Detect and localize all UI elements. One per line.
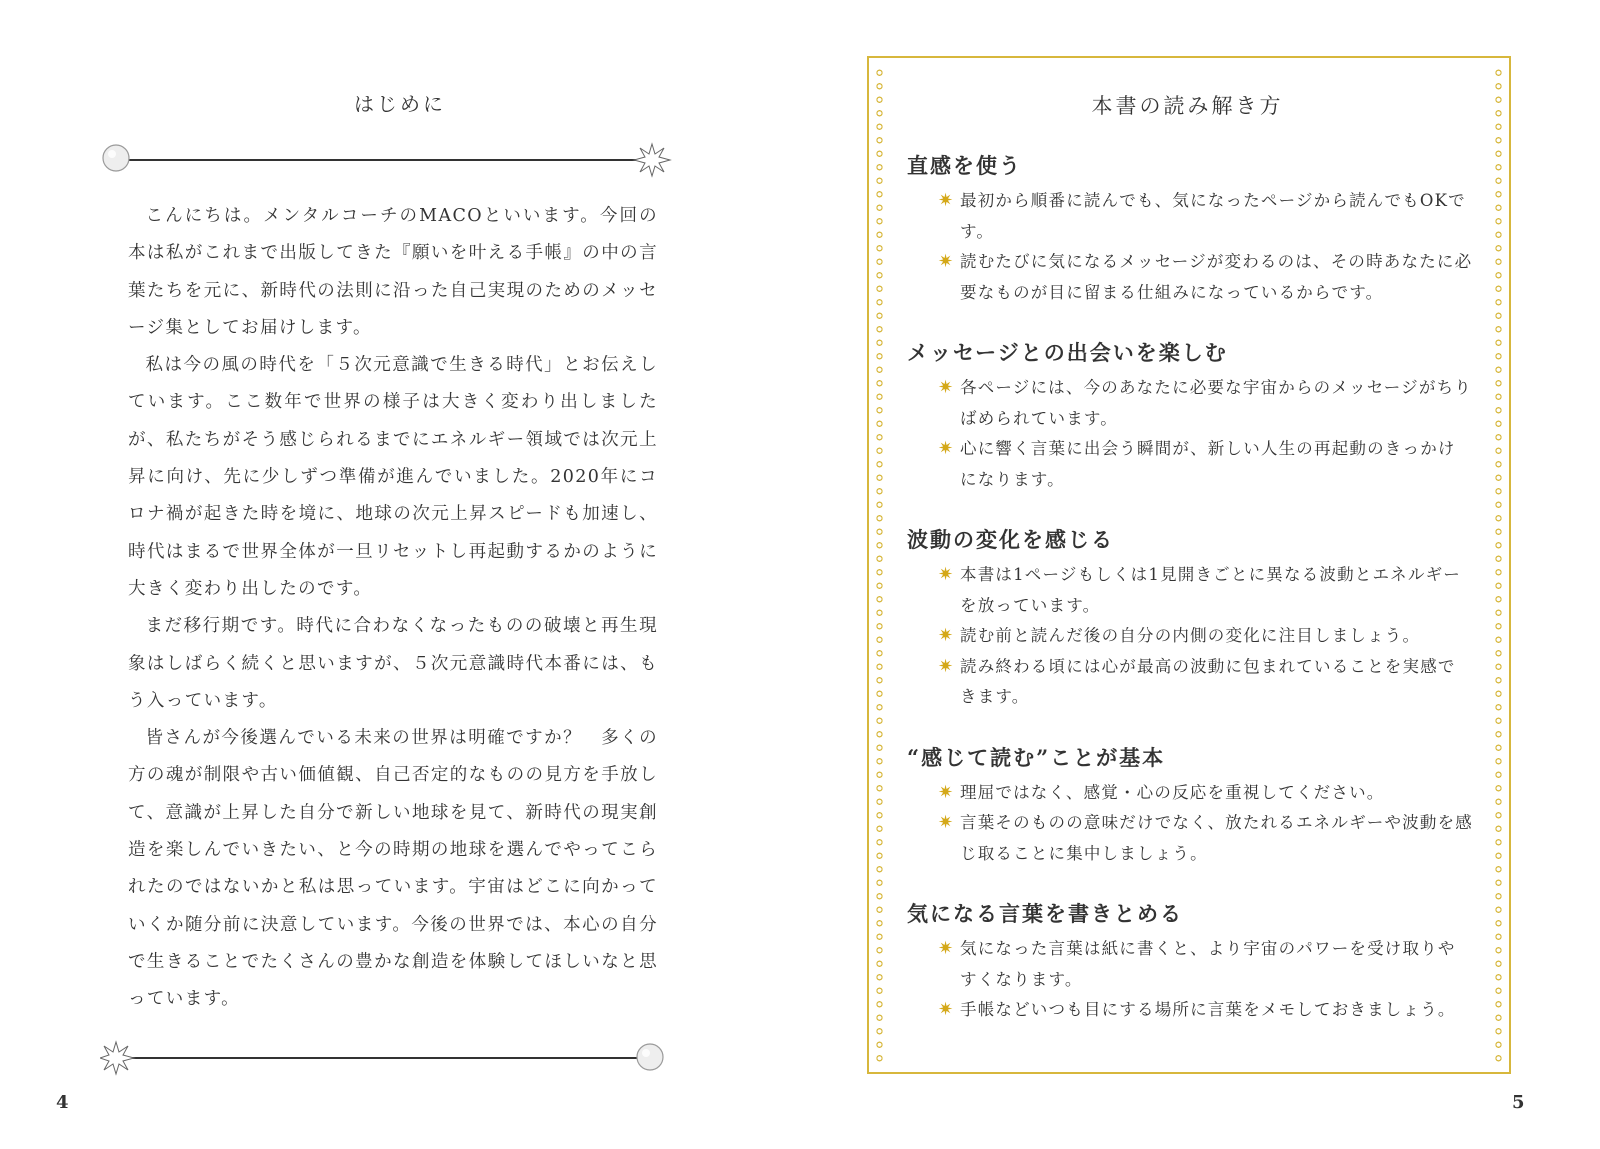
guide-section bbox=[907, 337, 1473, 495]
section-heading: 波動の変化を感じる bbox=[907, 527, 1114, 552]
paragraph: 皆さんが今後選んでいる未来の世界は明確ですか？ 多くの方の魂が制限や古い価値観、自己否定的なものの見方を手放して、意識が上昇した自分で新しい地球を見て、新時代の現実創造を楽しんでいきたい、と今の時期の地球を選んでやってこられたのではないかと私は思っています。宇宙はどこに向かっていくか随分前に決意しています。今後の世界では、本心の自分で生きることでたくさんの豊かな創造を体験してほしいなと思っています。 bbox=[128, 728, 658, 1010]
item-text: 心に響く言葉に出会う瞬間が、新しい人生の再起動のきっかけになります。 bbox=[960, 439, 1456, 489]
page-title: 本書の読み解き方 bbox=[1091, 94, 1284, 118]
frame-dots-left bbox=[876, 66, 883, 1064]
sparkle-icon bbox=[634, 144, 670, 176]
star-bullet-icon: ✷ bbox=[938, 190, 955, 211]
list-item bbox=[906, 778, 1473, 809]
item-text: 各ページには、今のあなたに必要な宇宙からのメッセージがちりばめられています。 bbox=[960, 378, 1472, 428]
page-title: はじめに bbox=[354, 92, 446, 116]
item-text: 手帳などいつも目にする場所に言葉をメモしておきましょう。 bbox=[960, 1000, 1456, 1019]
list-item bbox=[906, 808, 1473, 869]
item-text: 最初から順番に読んでも、気になったページから読んでもOKです。 bbox=[960, 191, 1466, 241]
paragraph: まだ移行期です。時代に合わなくなったものの破壊と再生現象はしばらく続くと思いますが、５次元意識時代本番には、もう入っています。 bbox=[128, 616, 658, 711]
list-item bbox=[906, 621, 1473, 652]
list-item bbox=[906, 652, 1473, 713]
item-text: 本書は1ページもしくは1見開きごとに異なる波動とエネルギーを放っています。 bbox=[960, 565, 1461, 615]
list-item bbox=[906, 434, 1473, 495]
guide-section bbox=[907, 898, 1473, 1026]
right-page bbox=[800, 0, 1600, 1149]
guide-section bbox=[907, 742, 1473, 870]
section-heading: 気になる言葉を書きとめる bbox=[907, 901, 1183, 926]
star-bullet-icon: ✷ bbox=[938, 812, 955, 833]
item-text: 理屈ではなく、感覚・心の反応を重視してください。 bbox=[960, 782, 1385, 802]
guide-section bbox=[907, 524, 1473, 713]
item-text: 読むたびに気になるメッセージが変わるのは、その時あなたに必要なものが目に留まる仕組みになっているからです。 bbox=[960, 252, 1473, 302]
section-heading: 直感を使う bbox=[907, 153, 1022, 178]
list-item bbox=[906, 247, 1473, 308]
star-bullet-icon: ✷ bbox=[938, 625, 955, 646]
star-bullet-icon: ✷ bbox=[938, 938, 955, 959]
list-item bbox=[906, 186, 1473, 247]
page-number: 5 bbox=[1512, 1092, 1525, 1113]
paragraph: こんにちは。メンタルコーチのMACOといいます。今回の本は私がこれまで出版してきた『願いを叶える手帳』の中の言葉たちを元に、新時代の法則に沿った自己実現のためのメッセージ集としてお届けします。 bbox=[128, 206, 658, 338]
star-bullet-icon: ✷ bbox=[938, 251, 955, 272]
reading-guide bbox=[907, 150, 1473, 1055]
guide-section bbox=[907, 150, 1473, 308]
item-text: 読み終わる頃には心が最高の波動に包まれていることを実感できます。 bbox=[960, 656, 1456, 706]
intro-text bbox=[128, 198, 658, 1019]
item-text: 気になった言葉は紙に書くと、より宇宙のパワーを受け取りやすくなります。 bbox=[960, 939, 1456, 989]
paragraph: 私は今の風の時代を「５次元意識で生きる時代」とお伝えしています。ここ数年で世界の様子は大きく変わり出しましたが、私たちがそう感じられるまでにエネルギー領域では次元上昇に向け、先に少しずつ準備が進んでいました。2020年にコロナ禍が起きた時を境に、地球の次元上昇スピードも加速し、時代はまるで世界全体が一旦リセットし再起動するかのように大きく変わり出したのです。 bbox=[128, 355, 658, 599]
star-bullet-icon: ✷ bbox=[938, 564, 955, 585]
page-number: 4 bbox=[56, 1092, 69, 1113]
sparkle-icon bbox=[100, 1042, 134, 1074]
moon-star-divider-bottom bbox=[100, 1038, 680, 1078]
frame-dots-right bbox=[1495, 66, 1502, 1064]
list-item bbox=[906, 934, 1473, 995]
section-heading: “感じて読む”ことが基本 bbox=[907, 744, 1166, 770]
list-item bbox=[906, 995, 1473, 1026]
list-item bbox=[906, 560, 1473, 621]
star-bullet-icon: ✷ bbox=[938, 999, 955, 1020]
section-heading: メッセージとの出会いを楽しむ bbox=[907, 340, 1228, 365]
star-bullet-icon: ✷ bbox=[938, 438, 955, 459]
item-text: 言葉そのものの意味だけでなく、放たれるエネルギーや波動を感じ取ることに集中しましょう。 bbox=[960, 813, 1473, 863]
list-item bbox=[906, 373, 1473, 434]
star-bullet-icon: ✷ bbox=[938, 781, 955, 803]
item-text: 読む前と読んだ後の自分の内側の変化に注目しましょう。 bbox=[960, 626, 1421, 645]
star-bullet-icon: ✷ bbox=[938, 377, 955, 398]
moon-star-divider-top bbox=[100, 140, 680, 180]
star-bullet-icon: ✷ bbox=[938, 655, 955, 677]
